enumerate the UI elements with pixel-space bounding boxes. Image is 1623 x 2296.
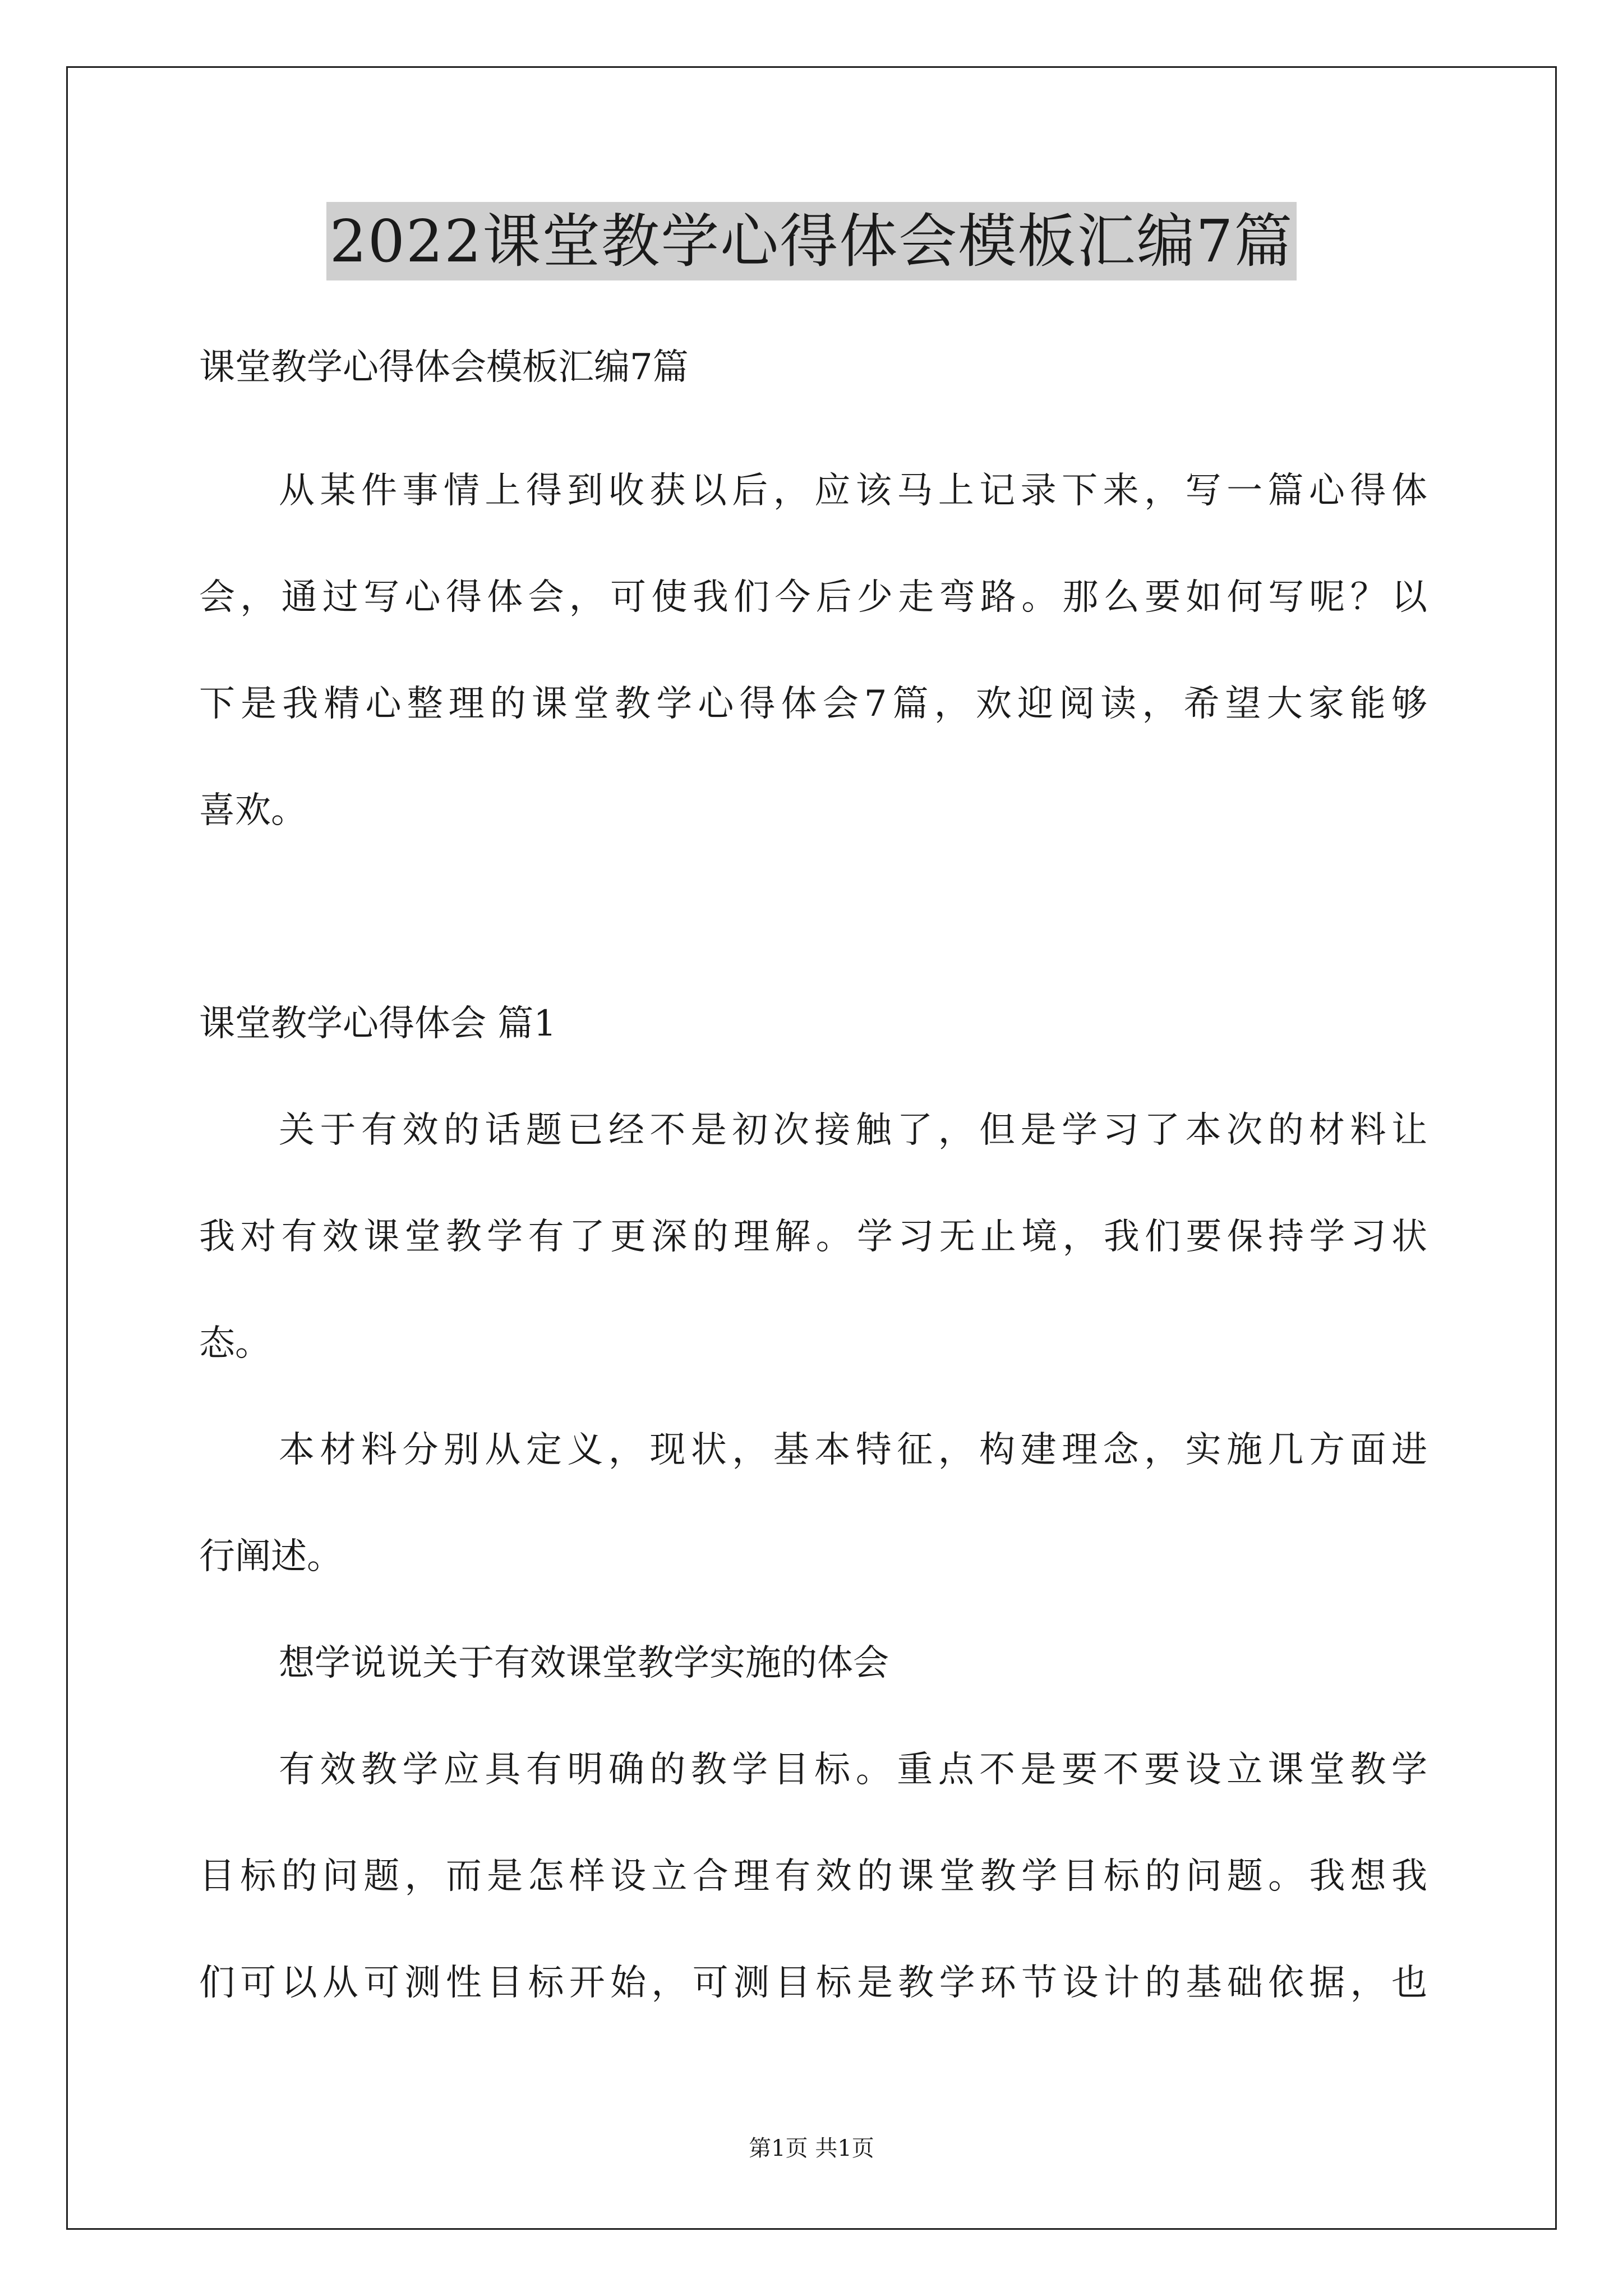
title-container bbox=[0, 202, 1623, 280]
paragraph-line: 关于有效的话题已经不是初次接触了，但是学习了本次的材料让 bbox=[279, 1110, 1427, 1151]
paragraph-line: 行阐述。 bbox=[199, 1536, 343, 1577]
paragraph-line: 想学说说关于有效课堂教学实施的体会 bbox=[279, 1642, 889, 1684]
paragraph-line: 下是我精心整理的课堂教学心得体会7篇，欢迎阅读，希望大家能够 bbox=[199, 683, 1427, 725]
section-heading: 课堂教学心得体会 篇1 bbox=[199, 1003, 557, 1045]
paragraph-3 bbox=[199, 1610, 1427, 1717]
paragraph-2 bbox=[199, 1397, 1427, 1610]
paragraph-line: 喜欢。 bbox=[199, 790, 307, 831]
paragraph-line: 有效教学应具有明确的教学目标。重点不是要不要设立课堂教学 bbox=[279, 1749, 1427, 1791]
document-body bbox=[199, 314, 1427, 2036]
paragraph-4 bbox=[199, 1717, 1427, 2036]
paragraph-line: 本材料分别从定义，现状，基本特征，构建理念，实施几方面进 bbox=[279, 1429, 1427, 1471]
paragraph-line: 们可以从可测性目标开始，可测目标是教学环节设计的基础依据，也 bbox=[199, 1962, 1427, 2004]
paragraph-line: 会，通过写心得体会，可使我们今后少走弯路。那么要如何写呢？以 bbox=[199, 577, 1427, 618]
paragraph-line: 目标的问题，而是怎样设立合理有效的课堂教学目标的问题。我想我 bbox=[199, 1856, 1427, 1897]
document-subtitle: 课堂教学心得体会模板汇编7篇 bbox=[199, 347, 689, 388]
intro-paragraph bbox=[199, 438, 1427, 864]
paragraph-line: 态。 bbox=[199, 1323, 271, 1364]
page-footer: 第1页 共1页 bbox=[749, 2136, 874, 2161]
document-title: 2022课堂教学心得体会模板汇编7篇 bbox=[326, 202, 1297, 280]
paragraph-line: 从某件事情上得到收获以后，应该马上记录下来，写一篇心得体 bbox=[279, 470, 1427, 512]
paragraph-line: 我对有效课堂教学有了更深的理解。学习无止境，我们要保持学习状 bbox=[199, 1216, 1427, 1258]
paragraph-1 bbox=[199, 1077, 1427, 1397]
